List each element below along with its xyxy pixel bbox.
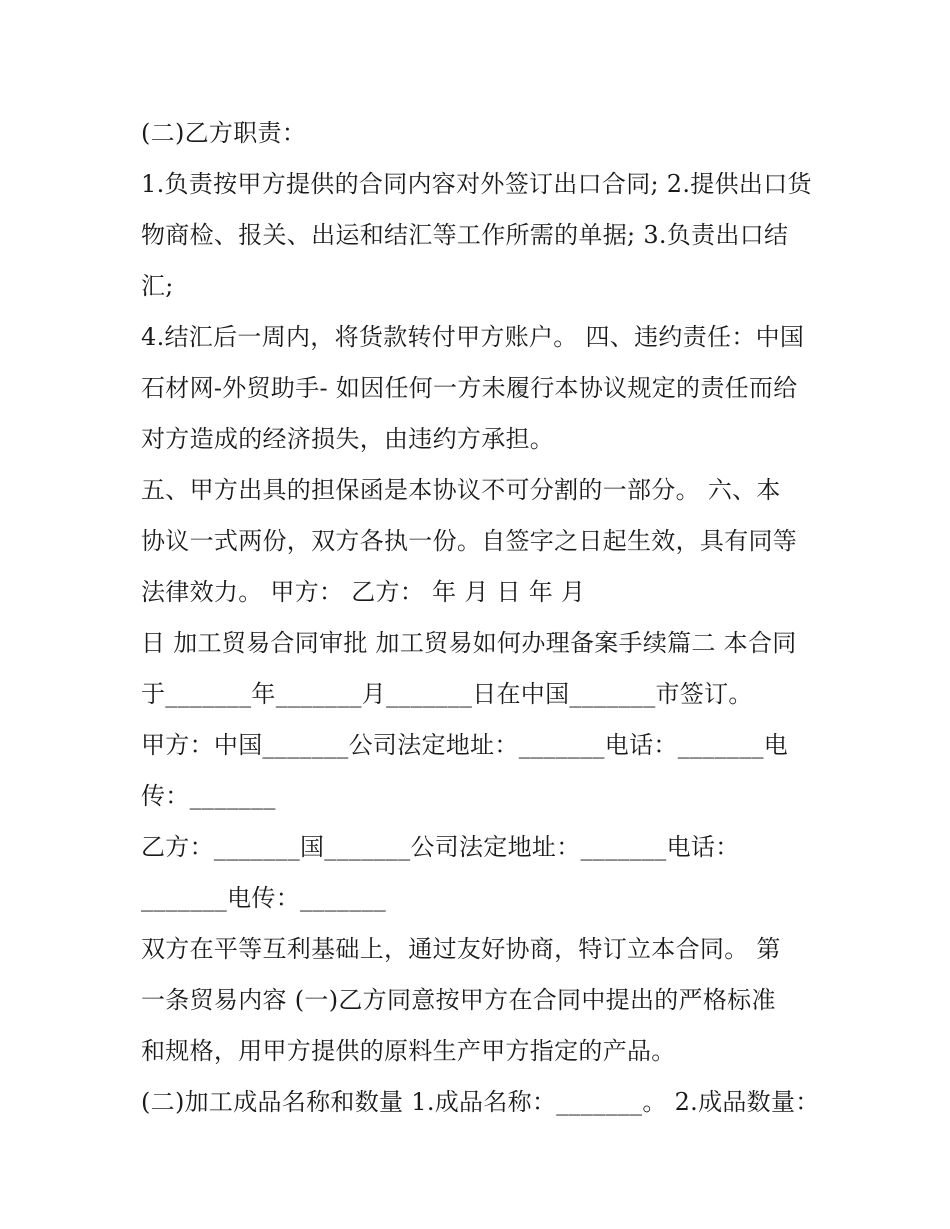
text-line: 乙方：_______国_______公司法定地址：_______电话：: [141, 833, 740, 861]
text-line: 五、甲方出具的担保函是本协议不可分割的一部分。 六、本: [141, 476, 781, 504]
text-line: 日 加工贸易合同审批 加工贸易如何办理备案手续篇二 本合同: [141, 629, 797, 657]
text-line: 对方造成的经济损失，由违约方承担。: [141, 425, 555, 453]
text-line: 石材网-外贸助手- 如因任何一方未履行本协议规定的责任而给: [141, 374, 798, 402]
text-line: 法律效力。 甲方： 乙方： 年 月 日 年 月: [141, 578, 586, 606]
text-line: 一条贸易内容 (一)乙方同意按甲方在合同中提出的严格标准: [141, 986, 776, 1014]
text-line: 双方在平等互利基础上，通过友好协商，特订立本合同。 第: [141, 935, 781, 963]
text-line: _______电传：_______: [141, 884, 387, 912]
text-line: 物商检、报关、出运和结汇等工作所需的单据; 3.负责出口结: [141, 221, 789, 249]
document-body: [141, 108, 821, 1128]
text-line: 甲方：中国_______公司法定地址：_______电话：_______电: [141, 731, 789, 759]
text-line: 汇;: [141, 272, 174, 300]
text-line: 传：_______: [141, 782, 276, 810]
text-line: 协议一式两份，双方各执一份。自签字之日起生效，具有同等: [141, 527, 798, 555]
text-line: 1.负责按甲方提供的合同内容对外签订出口合同; 2.提供出口货: [141, 170, 812, 198]
text-line: (二)乙方职责：: [141, 119, 307, 147]
text-line: 和规格，用甲方提供的原料生产甲方指定的产品。: [141, 1037, 676, 1065]
text-line: 于_______年_______月_______日在中国_______市签订。: [141, 680, 753, 708]
text-line: 4.结汇后一周内，将货款转付甲方账户。 四、违约责任：中国: [141, 323, 805, 351]
text-line: (二)加工成品名称和数量 1.成品名称：_______。 2.成品数量：: [141, 1088, 820, 1116]
